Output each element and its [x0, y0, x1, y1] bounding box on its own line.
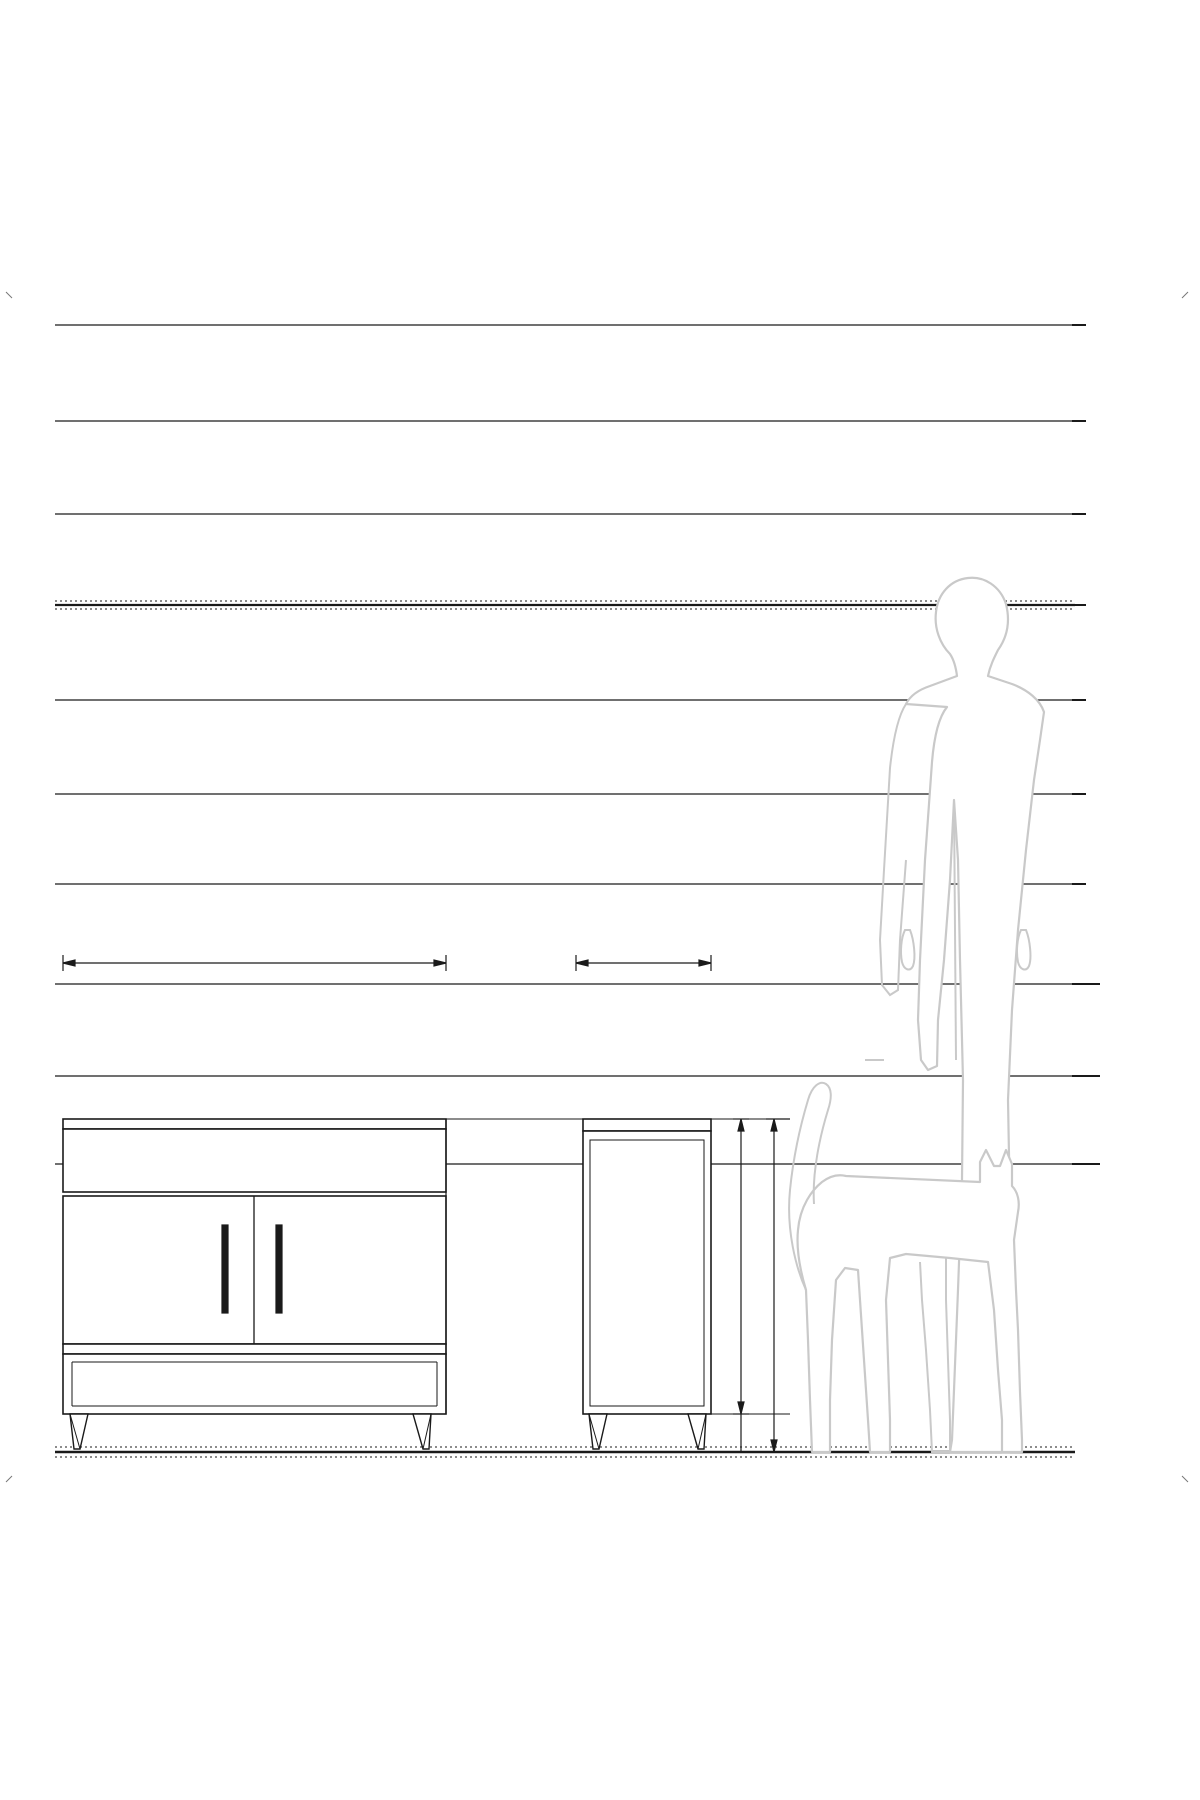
tall-cabinet-figure: [583, 1119, 711, 1449]
door-handle-right: [276, 1225, 282, 1313]
door-handle-left: [222, 1225, 228, 1313]
sideboard-figure: [63, 1119, 446, 1449]
